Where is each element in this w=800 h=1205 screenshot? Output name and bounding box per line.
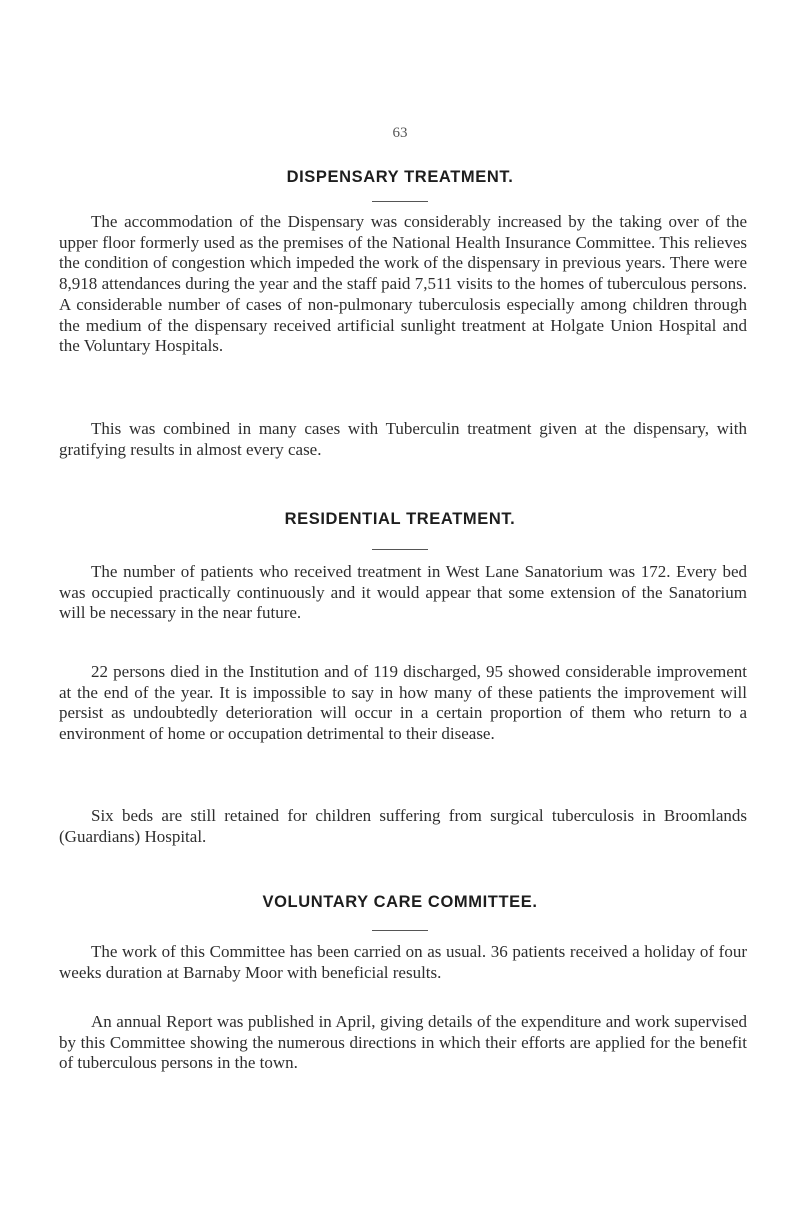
paragraph-voluntary-2: An annual Report was published in April, giving details of the expenditure and work supervised by this Committee showing the numerous directions in which their efforts are applied for the benefit of tuberculous persons in the town. [59,1012,747,1073]
paragraph-residential-3: Six beds are still retained for children suffering from surgical tuberculosis in Broomlands (Guardians) Hospital. [59,806,747,846]
heading-dispensary-treatment: DISPENSARY TREATMENT. [286,168,514,186]
paragraph-dispensary-1: The accommodation of the Dispensary was considerably increased by the taking over of the upper floor formerly used as the premises of the National Health Insurance Committee. This relieves the condition of congestion which impeded the work of the dispensary in previous years. There were 8,918 attendances during the year and the staff paid 7,511 visits to the homes of tuberculous persons. A considerable number of cases of non-pulmonary tuberculosis especially among children through the medium of the dispensary received artificial sunlight treatment at Holgate Union Hospital and the Voluntary Hospitals. [59,212,747,356]
heading-divider [372,930,428,931]
page-number: 63 [392,125,408,141]
heading-voluntary-care-committee: VOLUNTARY CARE COMMITTEE. [262,893,538,911]
paragraph-residential-1: The number of patients who received treatment in West Lane Sanatorium was 172. Every bed was occupied practically continuously and it would appear that some extension of the Sanatorium will be necessary in the near future. [59,562,747,623]
paragraph-dispensary-2: This was combined in many cases with Tuberculin treatment given at the dispensary, with gratifying results in almost every case. [59,419,747,459]
heading-divider [372,201,428,202]
paragraph-residential-2: 22 persons died in the Institution and of 119 discharged, 95 showed considerable improvement at the end of the year. It is impossible to say in how many of these patients the improvement will persist as undoubtedly deterioration will occur in a certain proportion of them who return to a environment of home or occupation detrimental to their disease. [59,662,747,744]
heading-residential-treatment: RESIDENTIAL TREATMENT. [284,510,516,528]
heading-divider [372,549,428,550]
paragraph-voluntary-1: The work of this Committee has been carried on as usual. 36 patients received a holiday of four weeks duration at Barnaby Moor with beneficial results. [59,942,747,982]
